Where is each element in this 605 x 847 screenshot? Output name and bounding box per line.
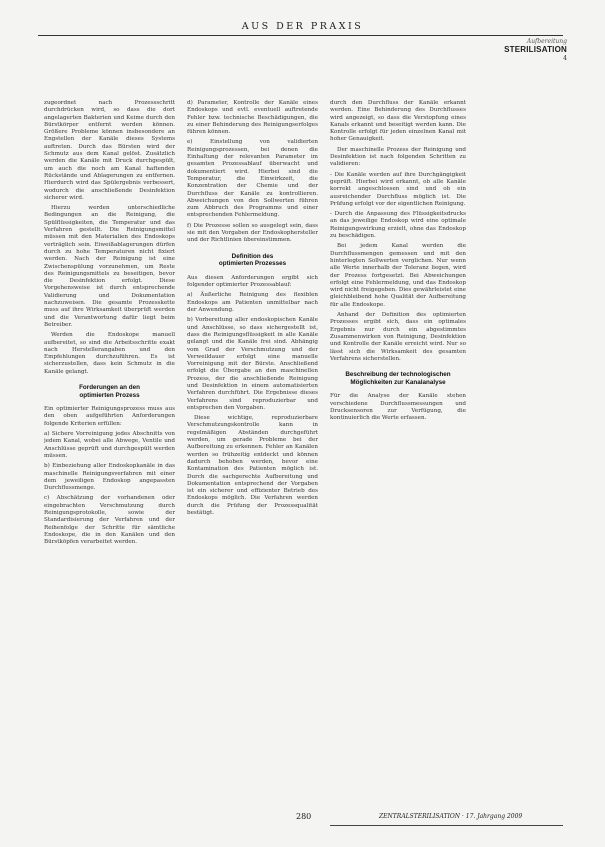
list-item: a) Sichere Vorreinigung jedes Abschnitts von jedem Kanal, wobei alle Abwege, Ventile und Anschlüsse geprüft und durchgespült werden müssen. xyxy=(44,431,175,459)
header-rule xyxy=(38,35,563,36)
list-item: - Durch die Anpassung des Flüssigkeitsdrucks an das jeweilige Endoskop wird eine optimale Reinigungswirkung erzielt, ohne das Endoskop zu beschädigen. xyxy=(330,211,466,240)
list-item: e) Einstellung von validierten Reinigungsprozessen, bei denen die Einhaltung der relevanten Parameter im gesamten Prozessablauf überwacht und dokumentiert wird. Hierbei sind die Temperatur, die Einwirkzeit, die Konzentration der Chemie und der Durchfluss der Kanäle zu kontrollieren. Abweichungen von den Sollwerten führen zum Abbruch des Programms und einer entsprechenden Fehlermeldung. xyxy=(187,139,318,219)
section-tag-subtitle: Aufbereitung xyxy=(526,38,567,45)
text-column-2 xyxy=(187,100,318,752)
list-item: b) Einbeziehung aller Endoskopkanäle in das maschinelle Reinigungsverfahren mit einer dem jeweiligen Endoskop angepassten Durchflussmenge. xyxy=(44,463,175,492)
paragraph: Der maschinelle Prozess der Reinigung und Desinfektion ist nach folgenden Schritten zu validieren: xyxy=(330,146,466,168)
paragraph: zugeordnet nach Prozessschritt durchdrücken wird, so dass die dort angelagerten Bakterien und Keime durch den Bürstkörper entfernt werden können. Größere Probleme können insbesondere an Engstellen der Kanäle dieses Systems auftreten. Durch das Bürsten wird der Schmutz aus dem Kanal gelöst. Zusätzlich werden die Kanäle mit Druck durchgespült, um auch die noch am Kanal haftenden Rückstände und Ablagerungen zu entfernen. Hierdurch wird das Spülergebnis verbessert, wodurch die anschließende Desinfektion sicherer wird. xyxy=(44,100,175,201)
paragraph: Für die Analyse der Kanäle stehen verschiedene Durchflussmessungen und Drucksensoren zur Verfügung, die kontinuierlich die Werte erfassen. xyxy=(330,393,466,422)
paragraph: durch den Durchfluss der Kanäle erkannt werden. Eine Behinderung des Durchflusses wird angezeigt, so dass die Verstopfung eines Kanals erkannt und beseitigt werden kann. Die Kontrolle erfolgt für jeden einzelnen Kanal mit hoher Genauigkeit. xyxy=(330,100,466,143)
section-tag-title: STERILISATION xyxy=(504,45,567,54)
section-title: AUS DER PRAXIS xyxy=(241,21,364,32)
list-item: d) Parameter, Kontrolle der Kanäle eines Endoskops und evtl. eventuell auftretende Fehler bzw. technische Beschädigungen, die zu einer Behinderung des Reinigungserfolges führen können. xyxy=(187,100,318,136)
paragraph: Bei jedem Kanal werden die Durchflussmengen gemessen und mit den hinterlegten Sollwerten verglichen. Nur wenn alle Werte innerhalb der Toleranz liegen, wird der Prozess fortgesetzt. Bei Abweichungen erfolgt eine Fehlermeldung, und das Endoskop wird nicht freigegeben. Dies gewährleistet eine gleichbleibend hohe Qualität der Aufbereitung für alle Endoskope. xyxy=(330,243,466,308)
heading-line: Möglichkeiten zur Kanalanalyse xyxy=(350,378,446,386)
text-column-1 xyxy=(44,100,175,745)
section-heading xyxy=(187,253,318,268)
list-item: c) Abschätzung der vorhandenen oder eingebrachten Verschmutzung durch Reinigungsprotokolle, sowie der Standardisierung der Verfahren und der Reihenfolge der Schritte für sämtliche Endoskope, die in den Kanälen und den Bürstköpfen verarbeitet werden. xyxy=(44,495,175,546)
paragraph: Diese wichtige, reproduzierbare Verschmutzungskontrolle kann in regelmäßigen Abständen durchgeführt werden, um gerade Probleme bei der Aufbereitung zu erkennen. Fehler an Kanälen werden so frühzeitig entdeckt und können dadurch behoben werden, bevor eine Kontamination des Patienten möglich ist. Durch die sachgerechte Aufbereitung und Dokumentation entsprechend der Vorgaben ist ein sicherer und effizienter Betrieb des Endoskops möglich. Die Verfahren werden durch die Prüfung der Prozessqualität bestätigt. xyxy=(187,415,318,517)
heading-line: Definition des xyxy=(231,252,274,260)
paragraph: Werden die Endoskope manuell aufbereitet, so sind die Arbeitsschritte exakt nach Herstellerangaben und den Empfehlungen durchzuführen. Es ist sicherzustellen, dass kein Schmutz in die Kanäle gelangt. xyxy=(44,332,175,375)
footer-rule xyxy=(330,825,563,826)
heading-line: Beschreibung der technologischen xyxy=(345,371,451,379)
heading-line: Forderungen an den xyxy=(79,383,140,391)
paragraph: Aus diesen Anforderungen ergibt sich folgender optimierter Prozessablauf: xyxy=(187,274,318,289)
heading-line: optimierten Prozess xyxy=(79,391,140,399)
section-heading xyxy=(44,384,175,399)
list-item: - Die Kanäle werden auf ihre Durchgängigkeit geprüft. Hierbei wird erkannt, ob alle Kanäle korrekt angeschlossen sind und ob ein ausreichender Durchfluss möglich ist. Die Prüfung erfolgt vor der eigentlichen Reinigung. xyxy=(330,171,466,207)
section-tag xyxy=(504,38,567,62)
section-heading xyxy=(330,371,466,386)
list-item: a) Äußerliche Reinigung des flexiblen Endoskops am Patienten unmittelbar nach der Anwendung. xyxy=(187,292,318,314)
page-number: 280 xyxy=(296,812,312,821)
text-column-3 xyxy=(330,100,466,752)
paragraph: Ein optimierter Reinigungsprozess muss aus den oben aufgeführten Anforderungen folgende Kriterien erfüllen: xyxy=(44,406,175,427)
list-item: b) Vorbereitung aller endoskopischen Kanäle und Anschlüsse, so dass sichergestellt ist, dass die Reinigungsflüssigkeit in alle Kanäle gelangt und die Kanäle frei sind. Abhängig vom Grad der Verschmutzung und der Verweildauer erfolgt eine manuelle Vorreinigung mit der Bürste. Anschließend erfolgt die Übergabe an den maschinellen Prozess, der die anschließende Reinigung und Desinfektion in einem automatisierten Verfahren durchführt. Die Ergebnisse dieses Verfahrens sind reproduzierbar und entsprechen den Vorgaben. xyxy=(187,317,318,411)
paragraph: Hierzu werden unterschiedliche Bedingungen an die Reinigung, die Spülflüssigkeiten, die Temperatur und das Verfahren gestellt. Die Reinigungsmittel müssen mit den Materialien des Endoskops verträglich sein. Eiweißablagerungen dürfen durch zu hohe Temperaturen nicht fixiert werden. Nach der Reinigung ist eine Zwischenspülung vorzunehmen, um Reste des Reinigungsmittels zu beseitigen, bevor die Desinfektion erfolgt. Diese Vorgehensweise ist durch entsprechende Validierung und Dokumentation nachzuweisen. Die gesamte Prozesskette muss auf ihre Wirksamkeit überprüft werden und die Verantwortung dafür liegt beim Betreiber. xyxy=(44,205,175,328)
section-tag-number: 4 xyxy=(563,55,567,62)
journal-name: ZENTRALSTERILISATION · 17. Jahrgang 2009 xyxy=(379,813,523,820)
heading-line: optimierten Prozesses xyxy=(218,260,287,268)
paragraph: Anhand der Definition des optimierten Prozesses ergibt sich, dass ein optimales Ergebnis nur durch ein abgestimmtes Zusammenwirken von Reinigung, Desinfektion und Kontrolle der Kanäle erreicht wird. Nur so lässt sich die Wirksamkeit des gesamten Verfahrens sicherstellen. xyxy=(330,312,466,362)
list-item: f) Die Prozesse sollen so ausgelegt sein, dass sie mit den Vorgaben der Endoskophersteller und der Richtlinien übereinstimmen. xyxy=(187,222,318,244)
